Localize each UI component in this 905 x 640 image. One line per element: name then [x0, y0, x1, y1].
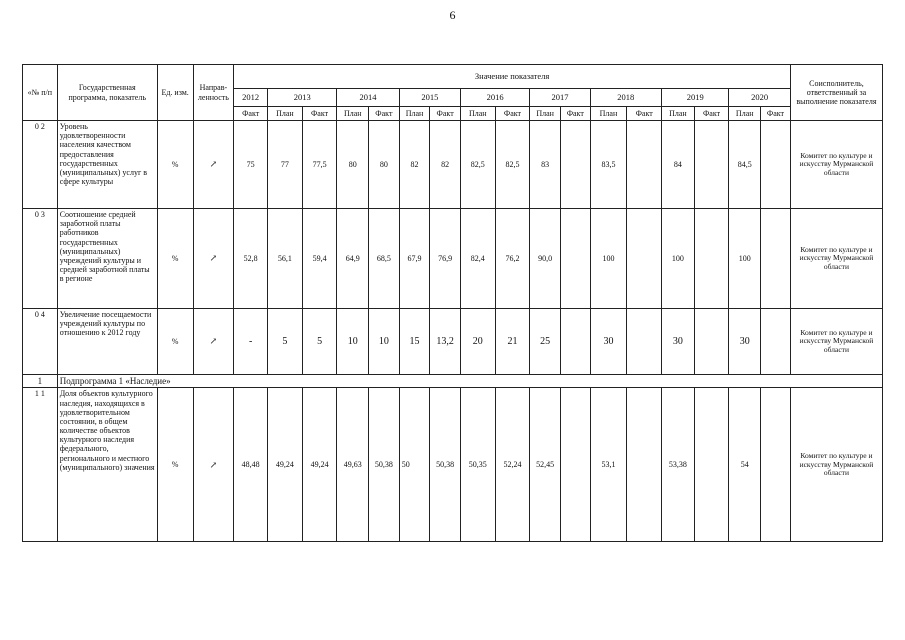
value-cell: 15 [399, 309, 430, 375]
row-executor: Комитет по культуре и искусству Мурманской области [790, 209, 882, 309]
value-cell: 52,8 [234, 209, 268, 309]
row-executor: Комитет по культуре и искусству Мурманской области [790, 121, 882, 209]
value-cell [694, 209, 729, 309]
value-cell [627, 309, 662, 375]
row-unit: % [157, 121, 193, 209]
sub-plan: План [399, 107, 430, 121]
value-cell: 59,4 [302, 209, 337, 309]
col-header-executor: Соисполнитель, ответственный за выполнение показателя [790, 65, 882, 121]
sub-plan: План [337, 107, 369, 121]
row-num: 1 1 [23, 388, 58, 542]
col-header-num: «№ п/п [23, 65, 58, 121]
row-num: 0 3 [23, 209, 58, 309]
value-cell [627, 209, 662, 309]
direction-arrow-icon: ↗ [193, 309, 234, 375]
sub-plan: План [530, 107, 561, 121]
year-2012: 2012 [234, 89, 268, 107]
subprogram-num: 1 [23, 375, 58, 388]
value-cell [694, 121, 729, 209]
value-cell: 82,5 [495, 121, 530, 209]
sub-plan: План [662, 107, 695, 121]
sub-plan: План [460, 107, 495, 121]
table-row [23, 309, 883, 375]
value-cell [761, 121, 791, 209]
value-cell: 52,45 [530, 388, 561, 542]
value-cell: 64,9 [337, 209, 369, 309]
year-2020: 2020 [729, 89, 791, 107]
value-cell: 48,48 [234, 388, 268, 542]
value-cell: 82 [430, 121, 461, 209]
value-cell: 10 [369, 309, 400, 375]
row-num: 0 2 [23, 121, 58, 209]
value-cell: 30 [590, 309, 627, 375]
year-2019: 2019 [662, 89, 729, 107]
value-cell: 49,24 [302, 388, 337, 542]
value-cell: 84,5 [729, 121, 761, 209]
row-name: Уровень удовлетворенности населения качеством предоставления государственных (муниципальных) услуг в сфере культуры [57, 121, 157, 209]
value-cell [627, 388, 662, 542]
value-cell: 30 [729, 309, 761, 375]
year-2016: 2016 [460, 89, 529, 107]
value-cell [694, 388, 729, 542]
value-cell: 77,5 [302, 121, 337, 209]
value-cell: 20 [460, 309, 495, 375]
value-cell: 25 [530, 309, 561, 375]
value-cell: 100 [662, 209, 695, 309]
value-cell [761, 209, 791, 309]
direction-arrow-icon: ↗ [193, 209, 234, 309]
table-row [23, 388, 883, 542]
value-cell: 76,9 [430, 209, 461, 309]
value-cell: 67,9 [399, 209, 430, 309]
value-cell: 100 [729, 209, 761, 309]
value-cell: 30 [662, 309, 695, 375]
row-unit: % [157, 388, 193, 542]
value-cell: 83,5 [590, 121, 627, 209]
value-cell [761, 388, 791, 542]
value-cell [627, 121, 662, 209]
value-cell: 76,2 [495, 209, 530, 309]
value-cell [560, 388, 590, 542]
row-unit: % [157, 309, 193, 375]
value-cell: 75 [234, 121, 268, 209]
value-cell: 83 [530, 121, 561, 209]
row-executor: Комитет по культуре и искусству Мурманской области [790, 388, 882, 542]
sub-plan: План [268, 107, 303, 121]
value-cell: 54 [729, 388, 761, 542]
row-executor: Комитет по культуре и искусству Мурманской области [790, 309, 882, 375]
table-row [23, 121, 883, 209]
subprogram-title: Подпрограмма 1 «Наследие» [57, 375, 882, 388]
year-2014: 2014 [337, 89, 399, 107]
value-cell: 82 [399, 121, 430, 209]
value-cell: 56,1 [268, 209, 303, 309]
value-cell [560, 209, 590, 309]
direction-arrow-icon: ↗ [193, 388, 234, 542]
year-2018: 2018 [590, 89, 661, 107]
row-unit: % [157, 209, 193, 309]
value-cell: 50,38 [369, 388, 400, 542]
value-cell: 100 [590, 209, 627, 309]
indicators-table [22, 64, 883, 542]
sub-plan: План [729, 107, 761, 121]
value-cell: 13,2 [430, 309, 461, 375]
row-name: Увеличение посещаемости учреждений культуры по отношению к 2012 году [57, 309, 157, 375]
value-cell: 68,5 [369, 209, 400, 309]
sub-fact: Факт [560, 107, 590, 121]
value-cell: 80 [369, 121, 400, 209]
value-cell: 90,0 [530, 209, 561, 309]
value-cell: 5 [302, 309, 337, 375]
col-header-direction: Направ-ленность [193, 65, 234, 121]
row-name: Доля объектов культурного наследия, находящихся в удовлетворительном состоянии, в общем количестве объектов культурного наследия федерального, регионального и местного (муниципального) значения [57, 388, 157, 542]
value-cell: 49,63 [337, 388, 369, 542]
value-cell [560, 121, 590, 209]
sub-fact: Факт [234, 107, 268, 121]
value-cell: 82,5 [460, 121, 495, 209]
subprogram-row [23, 375, 883, 388]
sub-fact: Факт [761, 107, 791, 121]
sub-fact: Факт [694, 107, 729, 121]
col-header-values: Значение показателя [234, 65, 791, 89]
value-cell: 53,1 [590, 388, 627, 542]
year-2015: 2015 [399, 89, 460, 107]
direction-arrow-icon: ↗ [193, 121, 234, 209]
value-cell [694, 309, 729, 375]
value-cell: 84 [662, 121, 695, 209]
sub-fact: Факт [369, 107, 400, 121]
value-cell: 10 [337, 309, 369, 375]
value-cell [761, 309, 791, 375]
sub-fact: Факт [627, 107, 662, 121]
value-cell: 50 [399, 388, 430, 542]
sub-fact: Факт [430, 107, 461, 121]
col-header-unit: Ед. изм. [157, 65, 193, 121]
value-cell: 52,24 [495, 388, 530, 542]
col-header-program: Государственная программа, показатель [57, 65, 157, 121]
value-cell: 80 [337, 121, 369, 209]
row-name: Соотношение средней заработной платы работников государственных (муниципальных) учреждений культуры и средней заработной платы в регионе [57, 209, 157, 309]
value-cell: 50,38 [430, 388, 461, 542]
value-cell: 5 [268, 309, 303, 375]
value-cell: 82,4 [460, 209, 495, 309]
sub-fact: Факт [302, 107, 337, 121]
table-row [23, 209, 883, 309]
sub-fact: Факт [495, 107, 530, 121]
value-cell: 21 [495, 309, 530, 375]
year-2017: 2017 [530, 89, 590, 107]
value-cell: - [234, 309, 268, 375]
year-2013: 2013 [268, 89, 337, 107]
sub-plan: План [590, 107, 627, 121]
value-cell: 53,38 [662, 388, 695, 542]
value-cell: 50,35 [460, 388, 495, 542]
row-num: 0 4 [23, 309, 58, 375]
value-cell: 49,24 [268, 388, 303, 542]
page-number: 6 [449, 8, 456, 22]
value-cell: 77 [268, 121, 303, 209]
value-cell [560, 309, 590, 375]
